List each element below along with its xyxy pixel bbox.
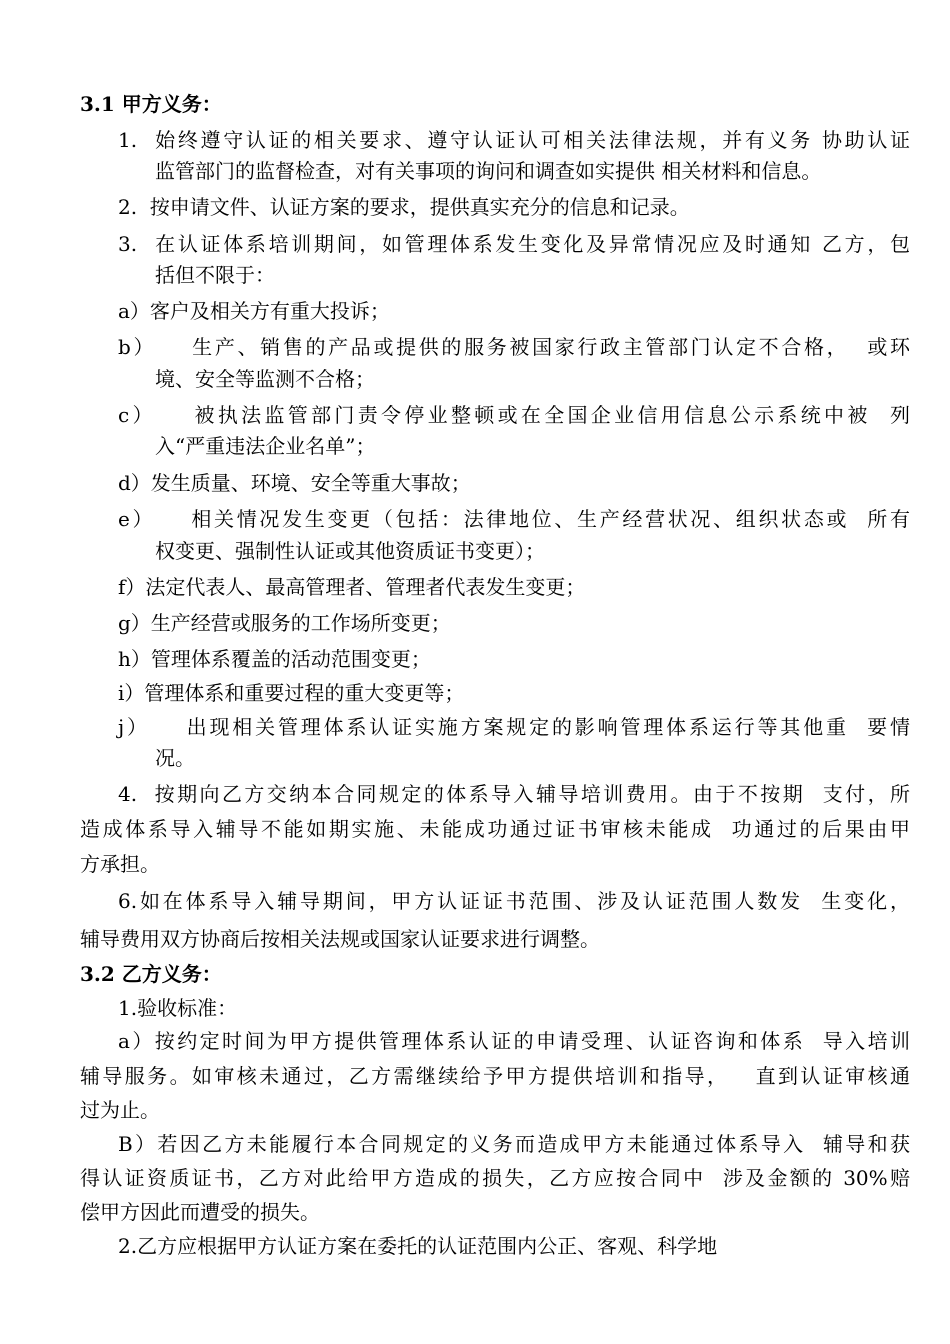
text-line: 2. 按申请文件、认证方案的要求，提供真实充分的信息和记录。 — [118, 195, 690, 219]
text-line: g）生产经营或服务的工作场所变更； — [118, 611, 451, 635]
text-line: 括但不限于： — [155, 263, 275, 287]
text-line: j） 出现相关管理体系认证实施方案规定的影响管理体系运行等其他重 要情 — [118, 715, 910, 739]
text-line: 1.验收标准： — [118, 996, 238, 1020]
text-line: d）发生质量、环境、安全等重大事故； — [118, 471, 471, 495]
section-heading-3-1: 3.1 甲方义务： — [80, 92, 222, 116]
text-line: 权变更、强制性认证或其他资质证书变更）； — [155, 539, 545, 563]
text-line: a）客户及相关方有重大投诉； — [118, 299, 390, 323]
text-line: 监管部门的监督检查，对有关事项的询问和调查如实提供 相关材料和信息。 — [155, 159, 822, 183]
text-line: i）管理体系和重要过程的重大变更等； — [118, 681, 465, 705]
text-line: 况。 — [155, 746, 195, 770]
text-line: 2.乙方应根据甲方认证方案在委托的认证范围内公正、客观、科学地 — [118, 1234, 718, 1258]
text-line: h）管理体系覆盖的活动范围变更； — [118, 647, 431, 671]
text-line: e） 相关情况发生变更（包括：法律地位、生产经营状况、组织状态或 所有 — [118, 507, 910, 531]
text-line: 4. 按期向乙方交纳本合同规定的体系导入辅导培训费用。由于不按期 支付，所 — [118, 782, 910, 806]
text-line: 得认证资质证书，乙方对此给甲方造成的损失，乙方应按合同中 涉及金额的 30%赔 — [80, 1166, 910, 1190]
text-line: 6.如在体系导入辅导期间，甲方认证证书范围、涉及认证范围人数发 生变化， — [118, 889, 910, 913]
text-line: 方承担。 — [80, 852, 160, 876]
text-line: 辅导服务。如审核未通过，乙方需继续给予甲方提供培训和指导， 直到认证审核通 — [80, 1064, 910, 1088]
text-line: b） 生产、销售的产品或提供的服务被国家行政主管部门认定不合格， 或环 — [118, 335, 910, 359]
section-heading-3-2: 3.2 乙方义务： — [80, 962, 222, 986]
text-line: 境、安全等监测不合格； — [155, 367, 375, 391]
text-line: 造成体系导入辅导不能如期实施、未能成功通过证书审核未能成 功通过的后果由甲 — [80, 817, 910, 841]
text-line: 入“严重违法企业名单”； — [155, 434, 376, 458]
text-line: 过为止。 — [80, 1098, 160, 1122]
text-line: c） 被执法监管部门责令停业整顿或在全国企业信用信息公示系统中被 列 — [118, 403, 910, 427]
text-line: f）法定代表人、最高管理者、管理者代表发生变更； — [118, 575, 586, 599]
text-line: B）若因乙方未能履行本合同规定的义务而造成甲方未能通过体系导入 辅导和获 — [118, 1132, 910, 1156]
text-line: 偿甲方因此而遭受的损失。 — [80, 1200, 320, 1224]
text-line: 1. 始终遵守认证的相关要求、遵守认证认可相关法律法规，并有义务 协助认证 — [118, 128, 910, 152]
text-line: 3. 在认证体系培训期间，如管理体系发生变化及异常情况应及时通知 乙方，包 — [118, 232, 910, 256]
text-line: a）按约定时间为甲方提供管理体系认证的申请受理、认证咨询和体系 导入培训 — [118, 1029, 910, 1053]
text-line: 辅导费用双方协商后按相关法规或国家认证要求进行调整。 — [80, 927, 600, 951]
